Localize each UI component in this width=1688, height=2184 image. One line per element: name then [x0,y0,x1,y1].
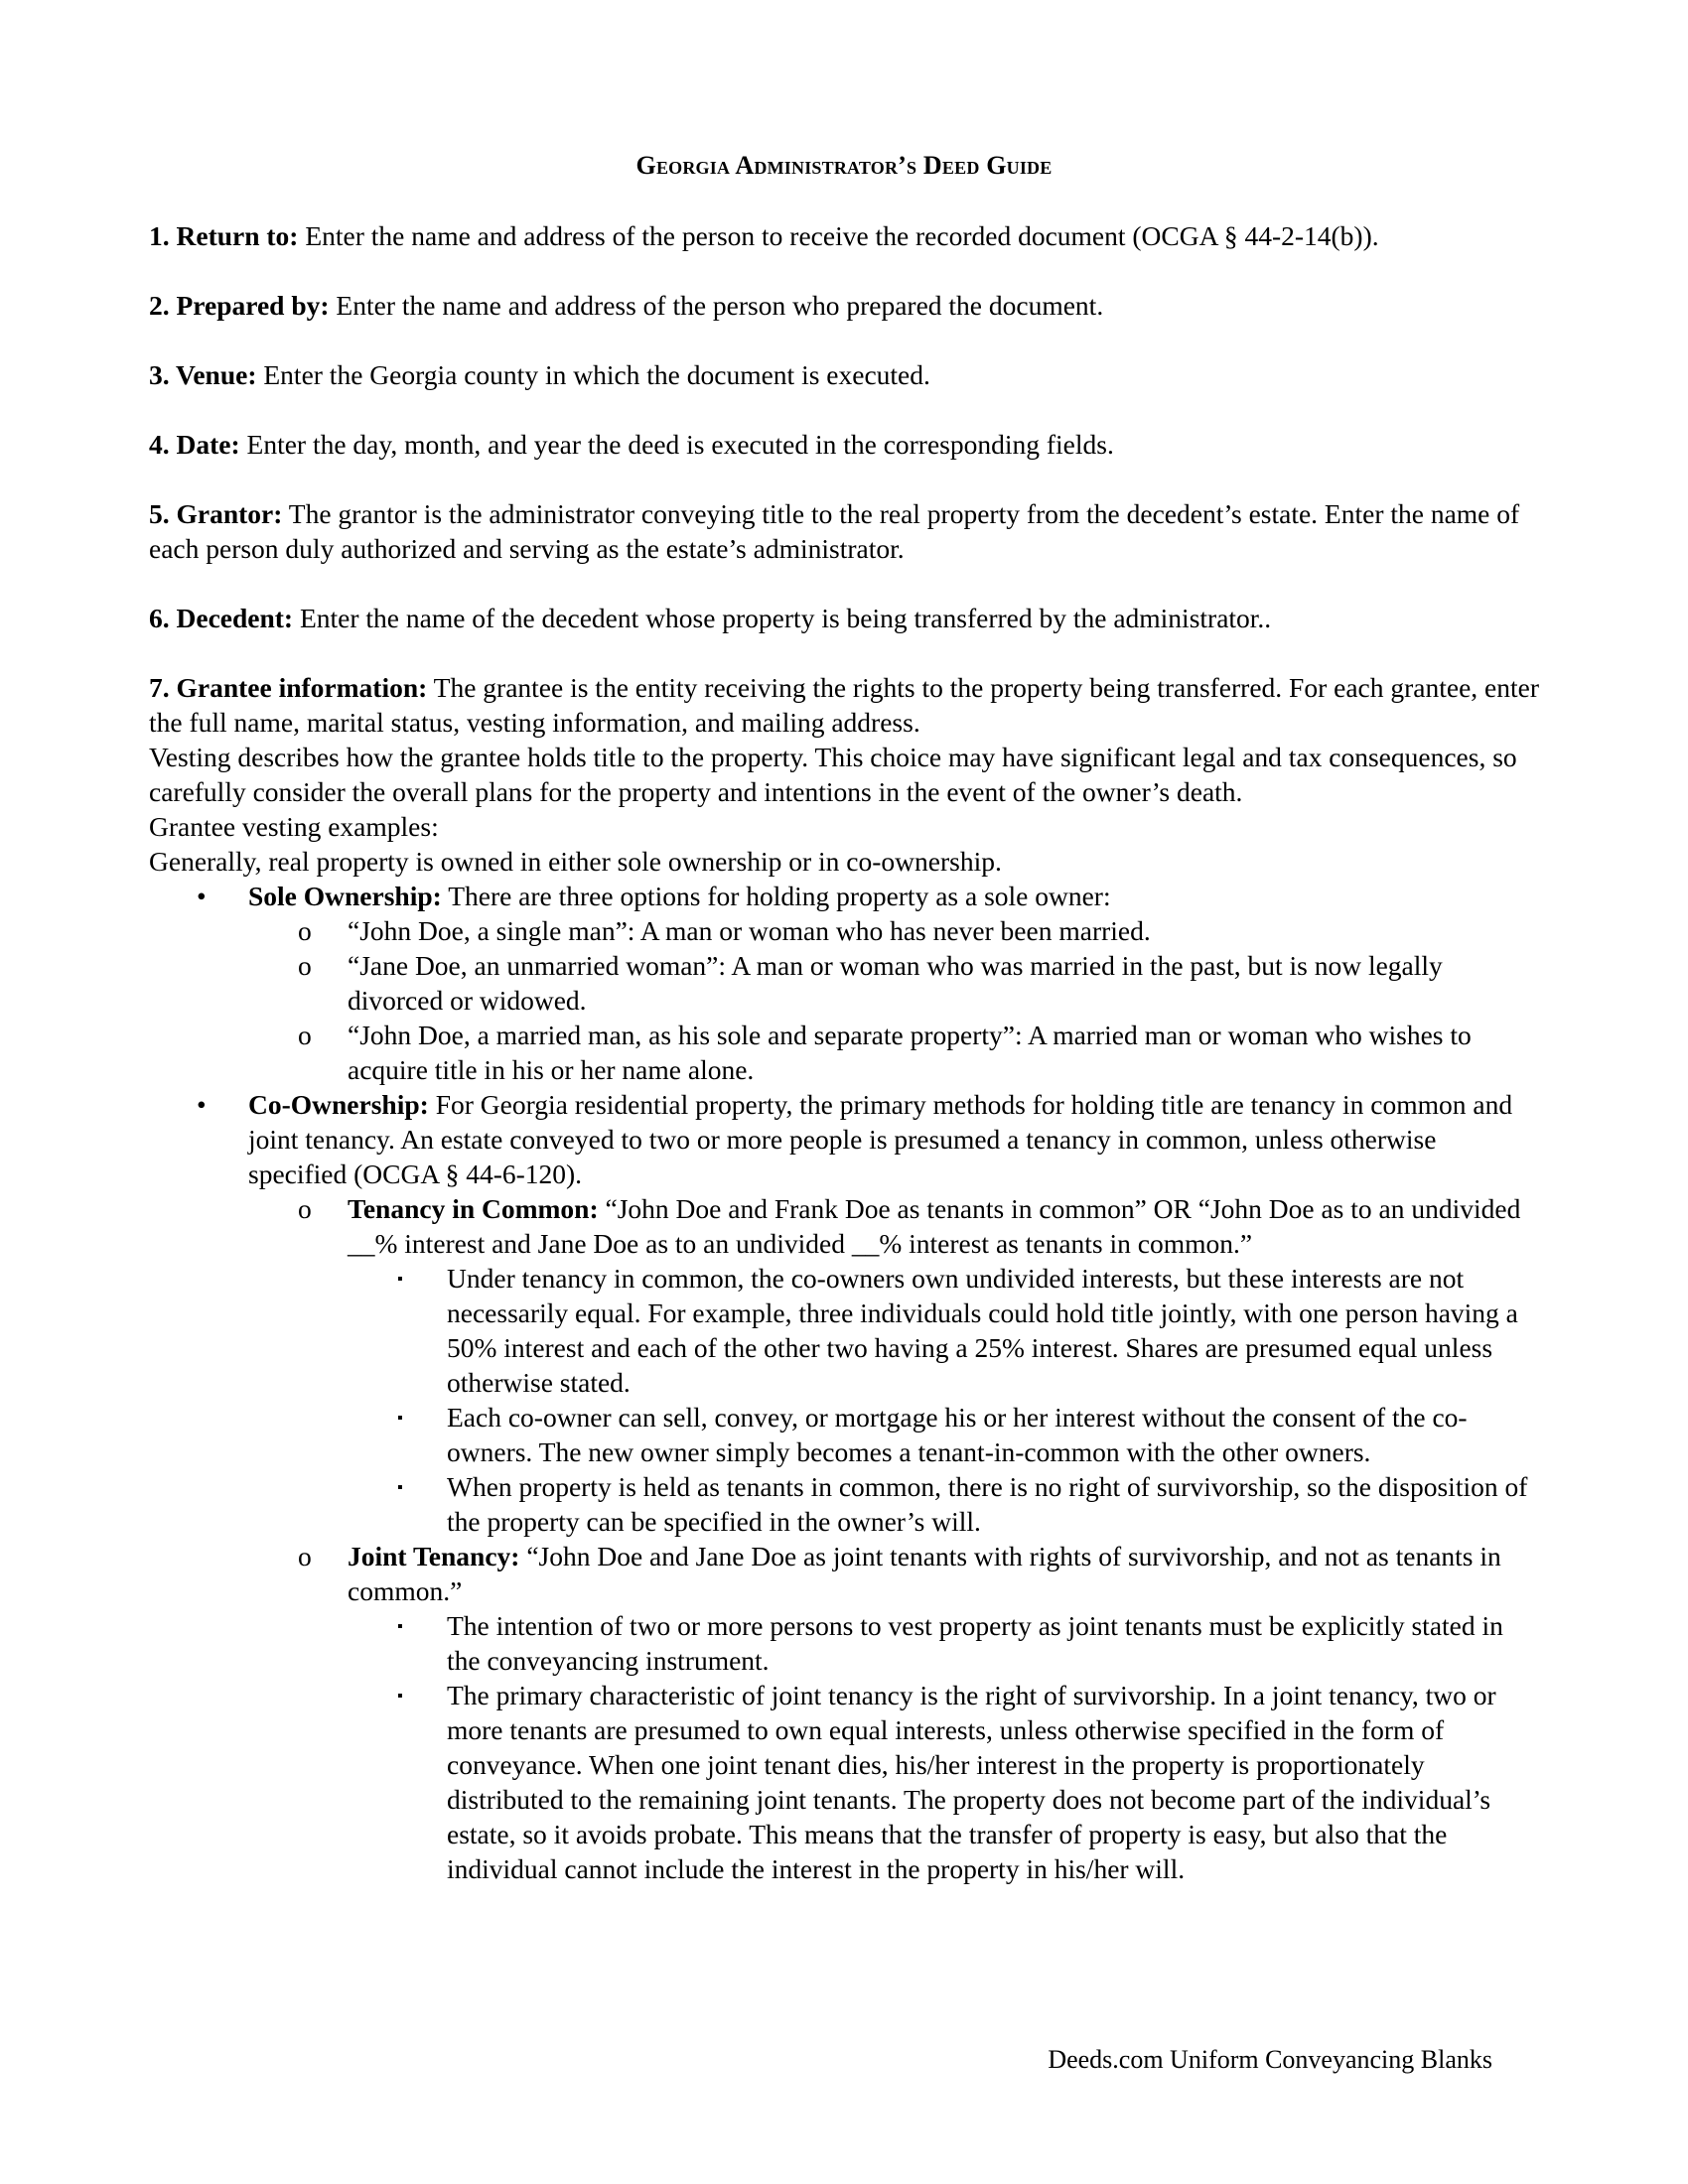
item-text: “John Doe, a married man, as his sole and separate property”: A married man or woman who wishes to acquire title in his or her name alone. [348,1020,1472,1085]
section-text: Enter the name and address of the person who prepared the document. [329,290,1104,321]
section-text: Enter the name of the decedent whose property is being transferred by the administrator.. [293,603,1272,633]
section-text: The grantor is the administrator conveying title to the real property from the decedent’s estate. Enter the name of each person duly authorized and serving as the estate’s administrator. [149,498,1520,564]
section-venue [149,357,1539,392]
square-bullet-icon: ▪ [397,1618,403,1635]
section-label: 6. Decedent: [149,603,294,633]
item-label: Co-Ownership: [248,1089,429,1120]
section-grantor [149,496,1539,566]
section-label: 5. Grantor: [149,498,283,529]
item-text: Each co-owner can sell, convey, or mortgage his or her interest without the consent of the co-owners. The new owner simply becomes a tenant-in-common with the other owners. [447,1402,1468,1467]
section-decedent [149,601,1539,635]
item-text: Under tenancy in common, the co-owners own undivided interests, but these interests are not necessarily equal. For example, three individuals could hold title jointly, with one person having a 50% interest and each of the other two having a 25% interest. Shares are presumed equal unless otherwise stated. [447,1263,1518,1398]
section-text: Enter the Georgia county in which the document is executed. [256,359,930,390]
list-item-tenancy-in-common [149,1191,1539,1261]
section-text: The grantee is the entity receiving the rights to the property being transferred. For each grantee, enter the full name, marital status, vesting information, and mailing address. [149,672,1539,738]
section-label: 1. Return to: [149,220,299,251]
item-text: The intention of two or more persons to vest property as joint tenants must be explicitly stated in the conveyancing instrument. [447,1610,1503,1676]
square-bullet-icon: ▪ [397,1410,403,1427]
page-title: Georgia Administrator’s Deed Guide [635,151,1053,180]
list-item-co-ownership [149,1087,1539,1191]
bullet-icon: • [197,881,207,911]
section-grantee-information [149,670,1539,740]
guide-content [149,218,1539,1886]
section-text: Enter the name and address of the person to receive the recorded document (OCGA § 44-2-14(b)). [298,220,1379,251]
item-label: Sole Ownership: [248,881,442,911]
list-item-sole-ownership [149,879,1539,913]
section-return-to [149,218,1539,253]
circle-bullet-icon: o [298,950,312,981]
item-text: “Jane Doe, an unmarried woman”: A man or woman who was married in the past, but is now legally divorced or widowed. [348,950,1443,1016]
section-date [149,427,1539,462]
generally-text: Generally, real property is owned in either sole ownership or in co-ownership. [149,846,1002,877]
item-label: Tenancy in Common: [348,1193,599,1224]
list-item [149,1469,1539,1539]
footer-text: Deeds.com Uniform Conveyancing Blanks [1048,2045,1492,2074]
circle-bullet-icon: o [298,915,312,946]
circle-bullet-icon: o [298,1193,312,1224]
bullet-icon: • [197,1089,207,1120]
list-item [149,1400,1539,1469]
square-bullet-icon: ▪ [397,1688,403,1705]
section-label: 4. Date: [149,429,240,460]
examples-heading: Grantee vesting examples: [149,811,439,842]
square-bullet-icon: ▪ [397,1479,403,1496]
circle-bullet-icon: o [298,1020,312,1050]
list-item-joint-tenancy [149,1539,1539,1608]
list-item [149,1261,1539,1400]
item-text: When property is held as tenants in common, there is no right of survivorship, so the disposition of the property can be specified in the owner’s will. [447,1471,1528,1537]
vesting-intro: Vesting describes how the grantee holds title to the property. This choice may have significant legal and tax consequences, so carefully consider the overall plans for the property and intentions in the event of the owner’s death. [149,742,1517,807]
item-text: The primary characteristic of joint tenancy is the right of survivorship. In a joint tenancy, two or more tenants are presumed to own equal interests, unless otherwise specified in the form of conveyance. When one joint tenant dies, his/her interest in the property is proportionately distributed to the remaining joint tenants. The property does not become part of the individual’s estate, so it avoids probate. This means that the transfer of property is easy, but also that the individual cannot include the interest in the property in his/her will. [447,1680,1496,1884]
list-item [149,1608,1539,1678]
section-label: 2. Prepared by: [149,290,330,321]
section-text: Enter the day, month, and year the deed is executed in the corresponding fields. [239,429,1114,460]
list-item [149,948,1539,1018]
item-label: Joint Tenancy: [348,1541,520,1571]
list-item [149,913,1539,948]
square-bullet-icon: ▪ [397,1271,403,1288]
item-text: “John Doe, a single man”: A man or woman who has never been married. [348,915,1151,946]
list-item [149,1678,1539,1886]
section-label: 7. Grantee information: [149,672,428,703]
item-text: “John Doe and Frank Doe as tenants in common” OR “John Doe as to an undivided __% interest and Jane Doe as to an undivided __% interest as tenants in common.” [348,1193,1521,1259]
section-prepared-by [149,288,1539,323]
item-text: For Georgia residential property, the primary methods for holding title are tenancy in common and joint tenancy. An estate conveyed to two or more people is presumed a tenancy in common, unless otherwise specified (OCGA § 44-6-120). [248,1089,1513,1189]
circle-bullet-icon: o [298,1541,312,1571]
section-label: 3. Venue: [149,359,257,390]
item-text: “John Doe and Jane Doe as joint tenants with rights of survivorship, and not as tenants in common.” [348,1541,1501,1606]
item-text: There are three options for holding property as a sole owner: [441,881,1111,911]
list-item [149,1018,1539,1087]
